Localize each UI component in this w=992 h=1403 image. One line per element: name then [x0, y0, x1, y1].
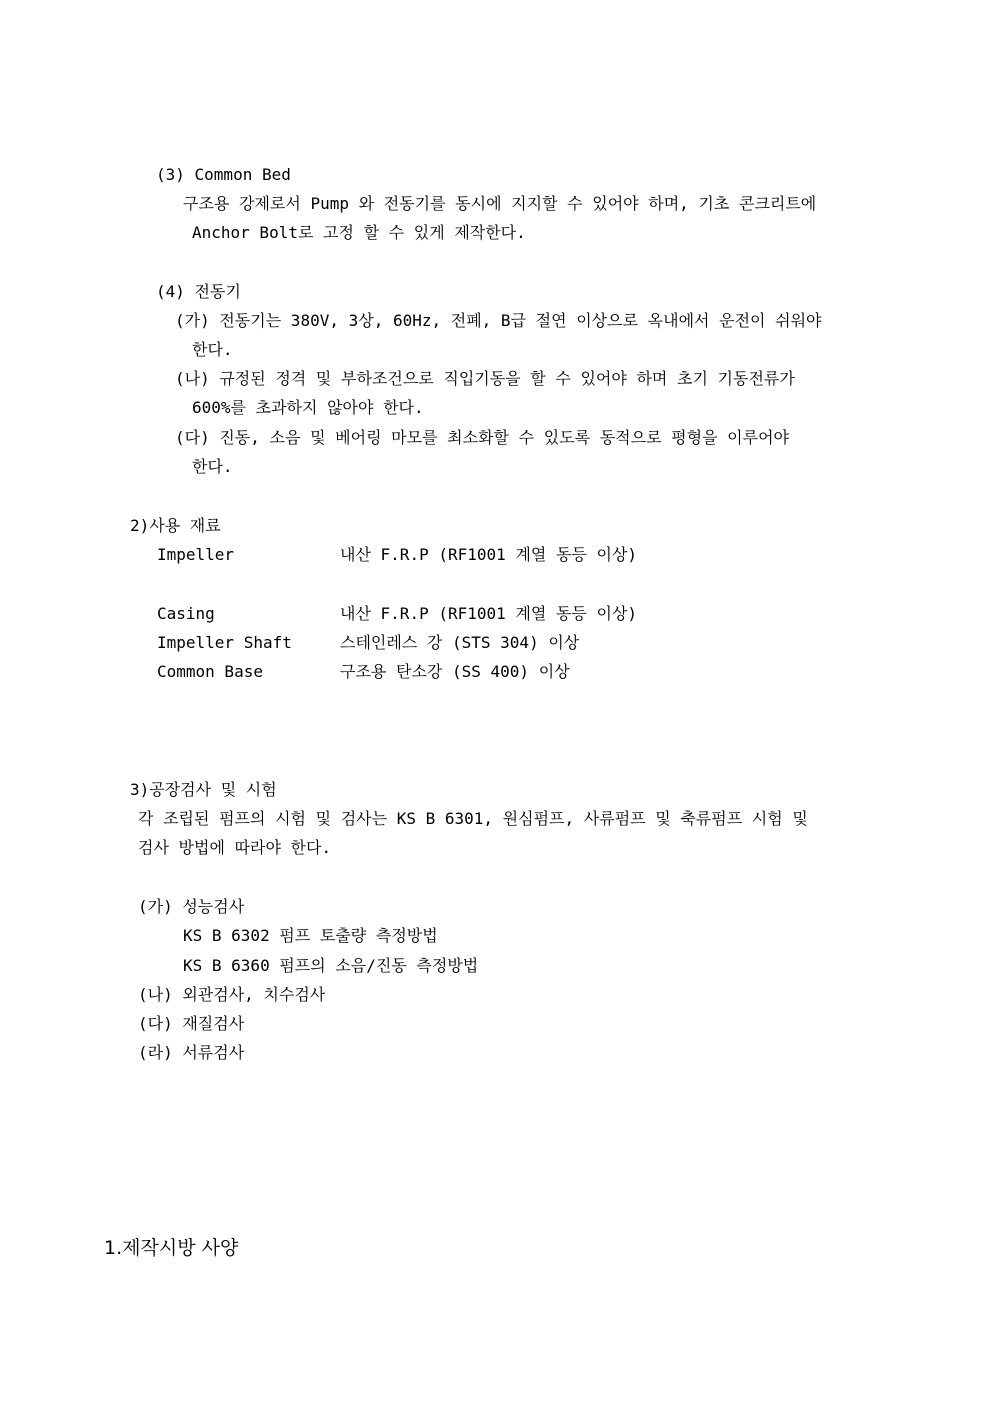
inspection-item-ga-sub-2: KS B 6360 펌프의 소음/진동 측정방법 [183, 956, 479, 975]
material-spec: 내산 F.R.P (RF1001 계열 동등 이상) [340, 545, 638, 564]
inspection-item-na: (나) 외관검사, 치수검사 [138, 985, 326, 1004]
inspection-item-ga-sub-1: KS B 6302 펌프 토출량 측정방법 [183, 926, 438, 945]
material-name: Impeller Shaft [157, 633, 292, 652]
section-3-title: (3) Common Bed [156, 165, 291, 184]
material-spec: 구조용 탄소강 (SS 400) 이상 [340, 662, 570, 681]
section-4-item-da-line-2: 한다. [192, 457, 233, 476]
section-4-item-da-line-1: (다) 진동, 소음 및 베어링 마모를 최소화할 수 있도록 동적으로 평형을 이루어야 [175, 428, 789, 447]
material-spec: 스테인레스 강 (STS 304) 이상 [340, 633, 580, 652]
footer-heading: 1.제작시방 사양 [104, 1237, 239, 1259]
material-name: Common Base [157, 662, 263, 681]
section-4-item-na-line-2: 600%를 초과하지 않아야 한다. [192, 398, 424, 417]
material-name: Impeller [157, 545, 235, 564]
section-4-title: (4) 전동기 [156, 282, 241, 301]
section-4-item-ga-line-1: (가) 전동기는 380V, 3상, 60Hz, 전폐, B급 절연 이상으로 옥내에서 운전이 쉬워야 [175, 311, 822, 330]
inspection-title: 3)공장검사 및 시험 [130, 780, 277, 799]
material-spec: 내산 F.R.P (RF1001 계열 동등 이상) [340, 604, 638, 623]
inspection-intro-line-2: 검사 방법에 따라야 한다. [138, 838, 332, 857]
materials-title: 2)사용 재료 [130, 516, 221, 535]
section-4-item-na-line-1: (나) 규정된 정격 및 부하조건으로 직입기동을 할 수 있어야 하며 초기 기동전류가 [175, 369, 795, 388]
inspection-item-ga: (가) 성능검사 [138, 897, 245, 916]
inspection-item-ra: (라) 서류검사 [138, 1043, 245, 1062]
section-4-item-ga-line-2: 한다. [192, 340, 233, 359]
material-name: Casing [157, 604, 215, 623]
inspection-intro-line-1: 각 조립된 펌프의 시험 및 검사는 KS B 6301, 원심펌프, 사류펌프 및 축류펌프 시험 및 [138, 809, 808, 828]
inspection-item-da: (다) 재질검사 [138, 1014, 245, 1033]
section-3-text-line-2: Anchor Bolt로 고정 할 수 있게 제작한다. [192, 223, 526, 242]
section-3-text-line-1: 구조용 강제로서 Pump 와 전동기를 동시에 지지할 수 있어야 하며, 기초 콘크리트에 [183, 194, 817, 213]
